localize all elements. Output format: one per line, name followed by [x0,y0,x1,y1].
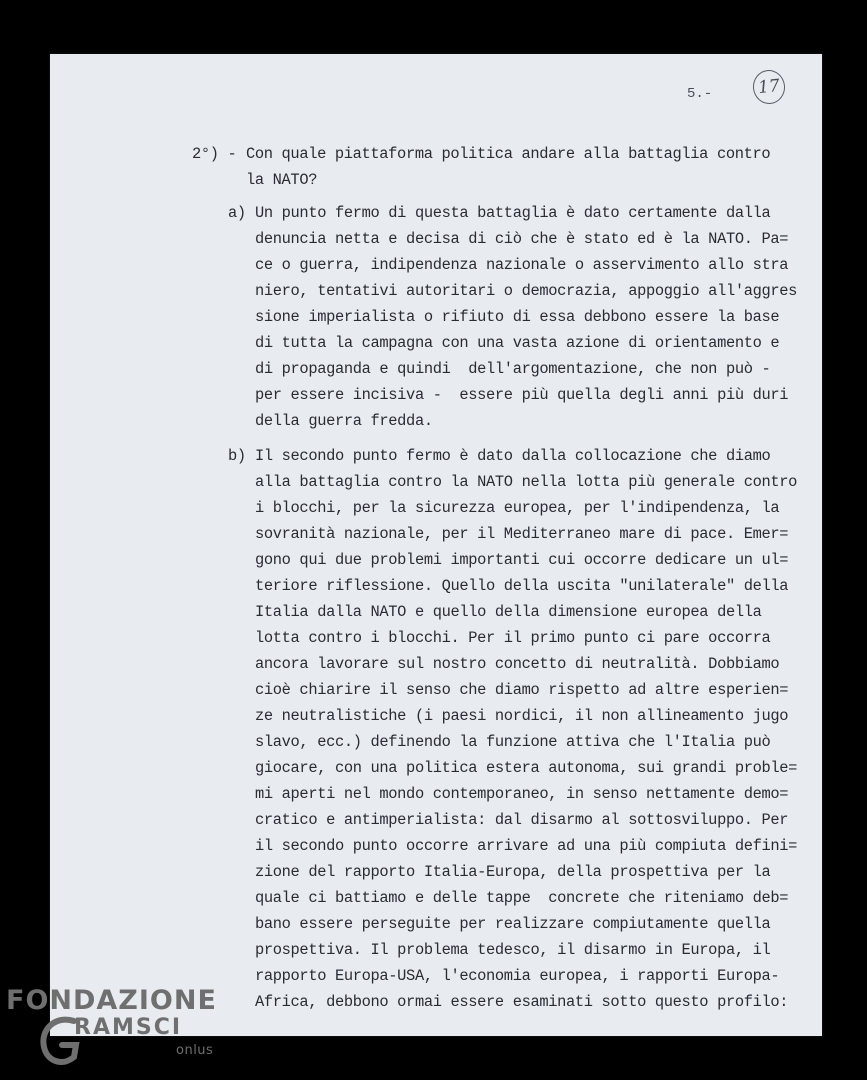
watermark-line-3: onlus [176,1043,214,1058]
document-page [50,54,822,1036]
item-a-paragraph: Un punto fermo di questa battaglia è dato certamente dalla denuncia netta e decisa di ciò che è stato ed è la NATO. Pa= ce o guerra, indipendenza nazionale o asservimento allo stra niero, tentativi autoritari o democrazia, appoggio all'aggres sione imperialista o rifiuto di essa debbono essere la base di tutta la campagna con una vasta azione di orientamento e di propaganda e quindi dell'argomentazione, che non può - per essere incisiva - essere più quella degli anni più duri della guerra fredda. [255,204,798,430]
item-a-marker: a) [228,204,246,222]
item-b-paragraph: Il secondo punto fermo è dato dalla collocazione che diamo alla battaglia contro la NATO nella lotta più generale contro i blocchi, per la sicurezza europea, per l'indipendenza, la sovranità nazionale, per il Mediterraneo mare di pace. Emer= gono qui due problemi importanti cui occorre dedicare un ul= teriore riflessione. Quello della uscita "unilaterale" della Italia dalla NATO e quello della dimensione europea della lotta contro i blocchi. Per il primo punto ci pare occorra ancora lavorare sul nostro concetto di neutralità. Dobbiamo cioè chiarire il senso che diamo rispetto ad altre esperien= ze neutralistiche (i paesi nordici, il non allineamento jugo slavo, ecc.) definendo la funzione attiva che l'Italia può giocare, con una politica estera autonoma, sui grandi proble= mi aperti nel mondo contemporaneo, in senso nettamente demo= cratico e antimperialista: dal disarmo al sottosviluppo. Per il secondo punto occorre arrivare ad una più compiuta defini= zione del rapporto Italia-Europa, della prospettiva per la quale ci battiamo e delle tappe concrete che riteniamo deb= bano essere perseguite per realizzare compiutamente quella prospettiva. Il problema tedesco, il disarmo in Europa, il rapporto Europa-USA, l'economia europea, i rapporti Europa- Africa, debbono ormai essere esaminati sotto questo profilo: [255,447,798,1011]
section-question: Con quale piattaforma politica andare alla battaglia contro la NATO? [246,145,771,189]
page-number: 5.- [687,86,713,102]
fondazione-gramsci-watermark [6,985,226,1080]
watermark-line-2: RAMSCI [74,1015,183,1040]
section-marker: 2°) - [192,145,237,163]
watermark-line-1: FONDAZIONE [6,985,217,1016]
archive-stamp: 17 [751,68,786,105]
item-b-marker: b) [228,447,246,465]
